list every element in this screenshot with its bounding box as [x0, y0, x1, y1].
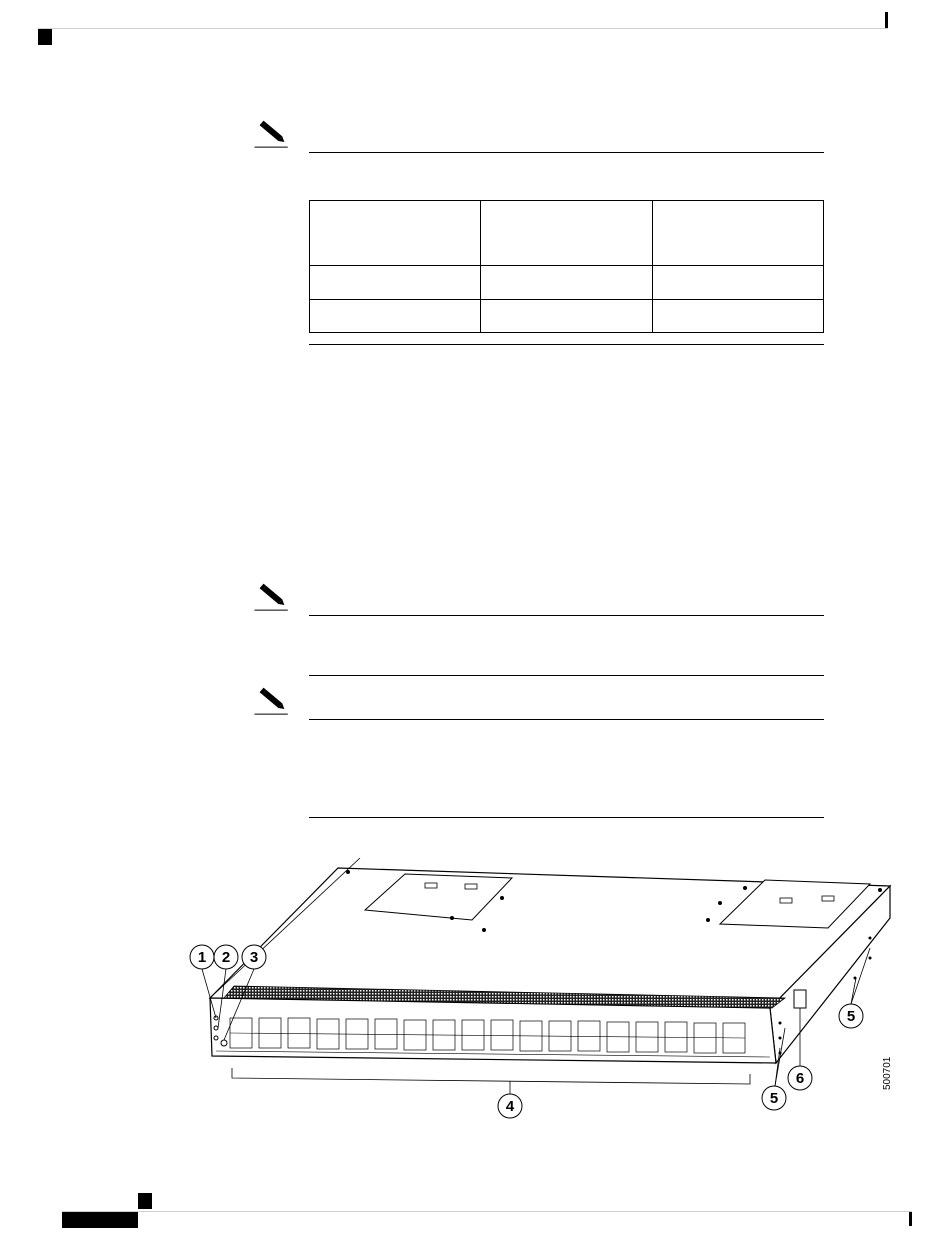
ground-pad [794, 990, 806, 1008]
note-3-top-rule [309, 719, 824, 720]
table-border-bottom [309, 332, 824, 333]
footer-rule [62, 1211, 912, 1212]
callout-6-label: 6 [795, 1070, 805, 1087]
note-3-bottom-rule [309, 817, 824, 818]
note-pencil-icon [250, 120, 294, 148]
callout-4-label: 4 [505, 1098, 515, 1115]
note-2-bottom-rule [309, 675, 824, 676]
header-left-tab [38, 29, 52, 45]
callout-5b-label: 5 [769, 1090, 779, 1107]
table-border-col2 [652, 200, 653, 333]
header-rule [38, 28, 888, 29]
footer-right-mark [909, 1212, 912, 1226]
note-1-bottom-rule [309, 344, 824, 345]
callout-3-label: 3 [249, 949, 259, 966]
switch-illustration [180, 858, 900, 1120]
note-2-top-rule [309, 615, 824, 616]
table-border-top [309, 200, 824, 201]
table-border-row1 [309, 265, 824, 266]
table-border-left [309, 200, 310, 333]
footer-left-tab [138, 1193, 152, 1209]
table-border-col1 [480, 200, 481, 333]
table-border-row2 [309, 299, 824, 300]
callout-5a-label: 5 [846, 1008, 856, 1025]
switch-front-view-figure [180, 858, 900, 1120]
note-pencil-icon [250, 583, 294, 611]
callout-2-label: 2 [221, 949, 231, 966]
table-border-right [823, 200, 824, 333]
footer-left-bar [62, 1212, 138, 1228]
spec-table [309, 200, 824, 333]
figure-id: 500701 [882, 1056, 893, 1090]
callout-1-label: 1 [197, 949, 207, 966]
header-right-mark [885, 12, 888, 28]
note-1-top-rule [309, 152, 824, 153]
note-pencil-icon [250, 687, 294, 715]
